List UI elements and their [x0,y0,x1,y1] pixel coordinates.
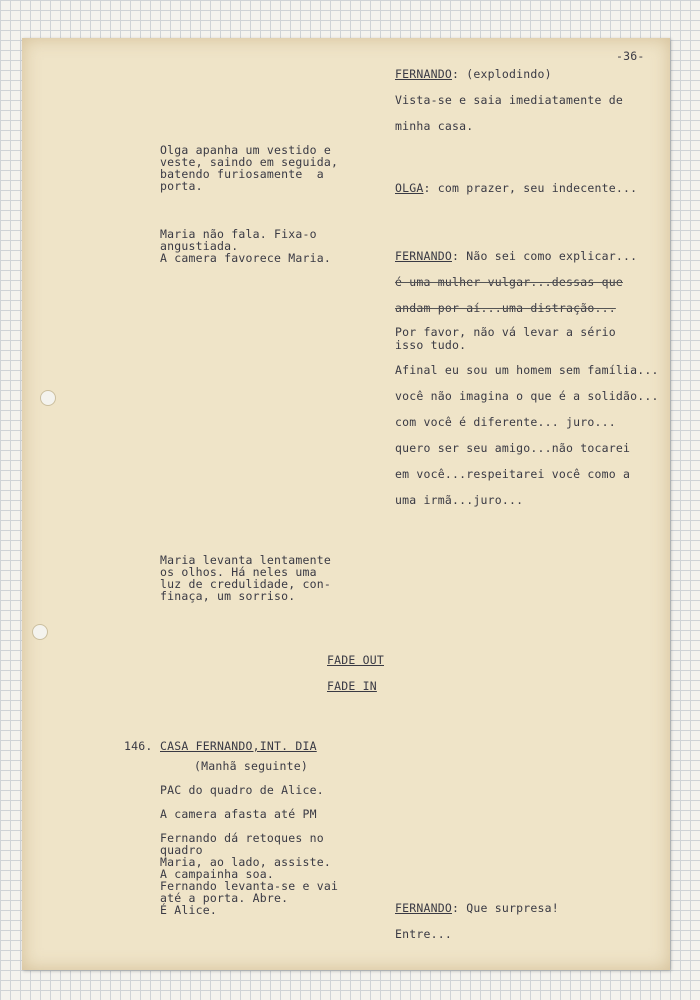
direction-line: finaça, um sorriso. [160,589,296,603]
dialogue-line-struck: é uma mulher vulgar...dessas que [395,275,623,289]
dialogue-line: Entre... [395,927,452,941]
direction-line: Maria, ao lado, assiste. [160,855,331,869]
transition-fade-in: FADE IN [327,679,377,693]
dialogue-line: quero ser seu amigo...não tocarei [395,441,631,455]
dialogue-line: Afinal eu sou um homem sem família... [395,363,659,377]
direction-line: Fernando levanta-se e vai [160,879,339,893]
dialogue-line-struck: andam por aí...uma distração... [395,301,616,315]
direction-line: luz de credulidade, con- [160,577,331,591]
direction-line: Fernando dá retoques no [160,831,324,845]
dialogue-line: você não imagina o que é a solidão... [395,389,659,403]
direction-line: A camera favorece Maria. [160,251,331,265]
direction-line: veste, saindo em seguida, [160,155,339,169]
dialogue-line: minha casa. [395,119,474,133]
dialogue-line: isso tudo. [395,338,467,352]
dialogue-line: com você é diferente... juro... [395,415,616,429]
page-number: -36- [616,49,645,63]
punch-hole [40,390,56,406]
direction-line: Maria não fala. Fixa-o [160,227,317,241]
direction-line: A campainha soa. [160,867,274,881]
direction-line: os olhos. Há neles uma [160,565,317,579]
punch-hole [32,624,48,640]
scene-subheading: (Manhã seguinte) [194,759,308,773]
direction-line: angustiada. [160,239,239,253]
direction-line: PAC do quadro de Alice. [160,783,324,797]
typewritten-page [22,38,670,970]
dialogue-line: uma irmã...juro... [395,493,524,507]
direction-line: É Alice. [160,903,217,917]
scene-number: 146. [124,739,153,753]
direction-line: porta. [160,179,203,193]
dialogue-line: FERNANDO: (explodindo) [395,67,552,81]
dialogue-line: Por favor, não vá levar a sério [395,325,616,339]
direction-line: A camera afasta até PM [160,807,317,821]
scene-heading: CASA FERNANDO,INT. DIA [160,739,317,753]
dialogue-line: em você...respeitarei você como a [395,467,631,481]
dialogue-line: Vista-se e saia imediatamente de [395,93,623,107]
direction-line: Olga apanha um vestido e [160,143,331,157]
direction-line: Maria levanta lentamente [160,553,331,567]
direction-line: quadro [160,843,203,857]
direction-line: batendo furiosamente a [160,167,324,181]
dialogue-line: FERNANDO: Que surpresa! [395,901,559,915]
dialogue-line: OLGA: com prazer, seu indecente... [395,181,638,195]
dialogue-line: FERNANDO: Não sei como explicar... [395,249,638,263]
direction-line: até a porta. Abre. [160,891,289,905]
transition-fade-out: FADE OUT [327,653,384,667]
